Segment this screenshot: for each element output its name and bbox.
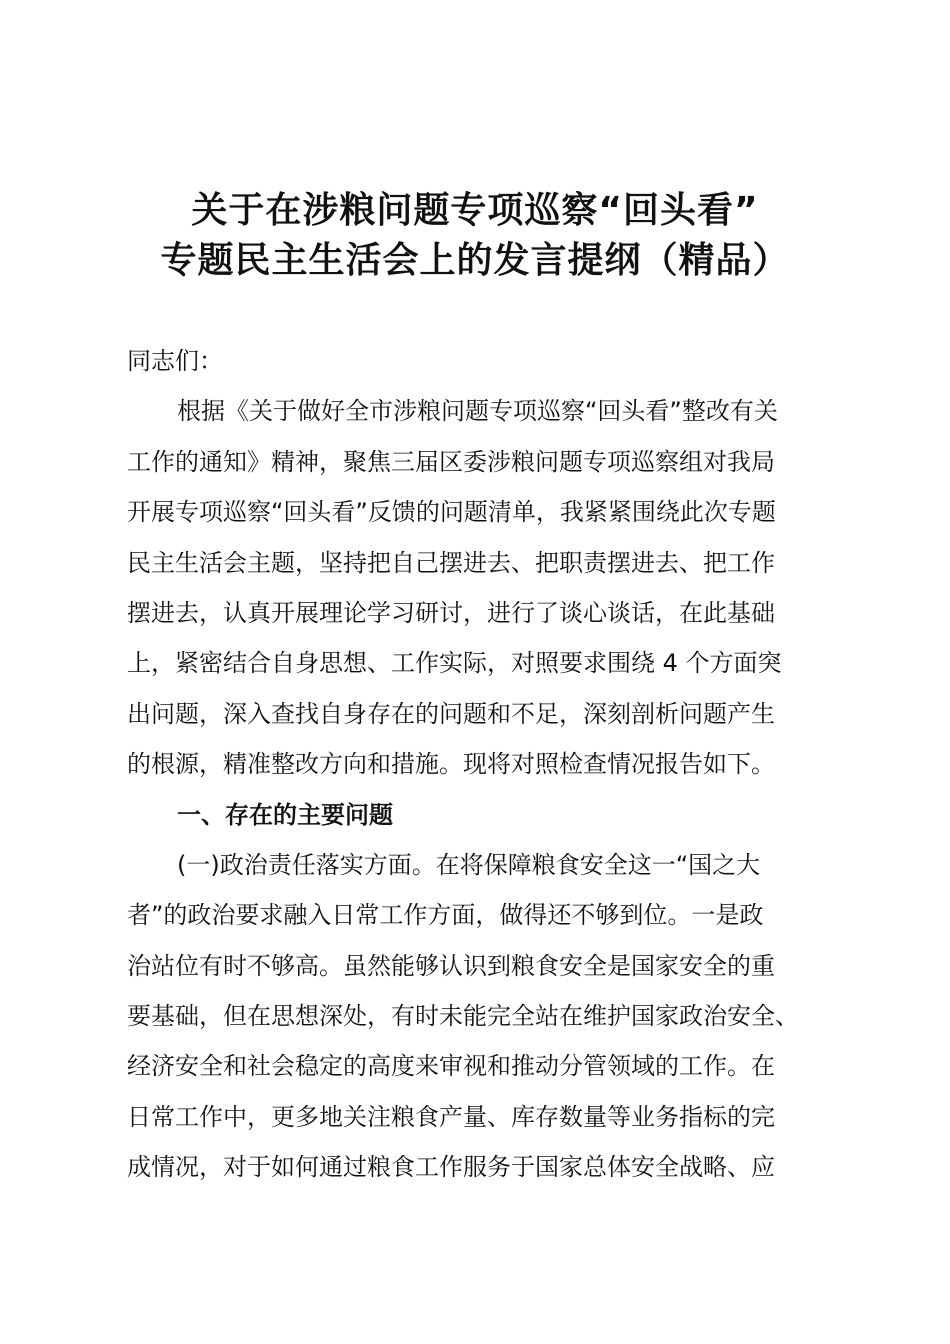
section-line: 者”的政治要求融入日常工作方面，做得还不够到位。一是政 — [127, 901, 764, 930]
section-line: 治站位有时不够高。虽然能够认识到粮食安全是国家安全的重 — [127, 951, 775, 980]
document-title — [100, 186, 850, 286]
title-line-2: 专题民主生活会上的发言提纲（精品） — [160, 240, 790, 281]
section-line: 经济安全和社会稳定的高度来审视和推动分管领域的工作。在 — [127, 1052, 775, 1081]
intro-line: 上，紧密结合自身思想、工作实际，对照要求围绕 4 个方面突 — [127, 649, 782, 678]
section-line: 要基础，但在思想深处，有时未能完全站在维护国家政治安全、 — [127, 1002, 799, 1031]
intro-line: 出问题，深入查找自身存在的问题和不足，深刻剖析问题产生 — [127, 699, 775, 728]
intro-line: 开展专项巡察“回头看”反馈的问题清单，我紧紧围绕此次专题 — [127, 498, 776, 527]
intro-line: 的根源，精准整改方向和措施。现将对照检查情况报告如下。 — [127, 750, 775, 779]
intro-line: 民主生活会主题，坚持把自己摆进去、把职责摆进去、把工作 — [127, 548, 775, 577]
intro-line: 根据《关于做好全市涉粮问题专项巡察“回头看”整改有关 — [177, 397, 778, 426]
intro-line: 摆进去，认真开展理论学习研讨，进行了谈心谈话，在此基础 — [127, 598, 775, 627]
section-line: 日常工作中，更多地关注粮食产量、库存数量等业务指标的完 — [127, 1102, 775, 1131]
section-heading: 一、存在的主要问题 — [177, 800, 393, 829]
salutation: 同志们： — [127, 347, 223, 375]
document-body — [127, 336, 827, 1193]
section-line: 成情况，对于如何通过粮食工作服务于国家总体安全战略、应 — [127, 1153, 775, 1182]
intro-line: 工作的通知》精神，聚焦三届区委涉粮问题专项巡察组对我局 — [127, 447, 775, 476]
title-line-1: 关于在涉粮问题专项巡察“回头看” — [191, 190, 759, 231]
section-line: (一)政治责任落实方面。在将保障粮食安全这一“国之大 — [177, 850, 761, 879]
